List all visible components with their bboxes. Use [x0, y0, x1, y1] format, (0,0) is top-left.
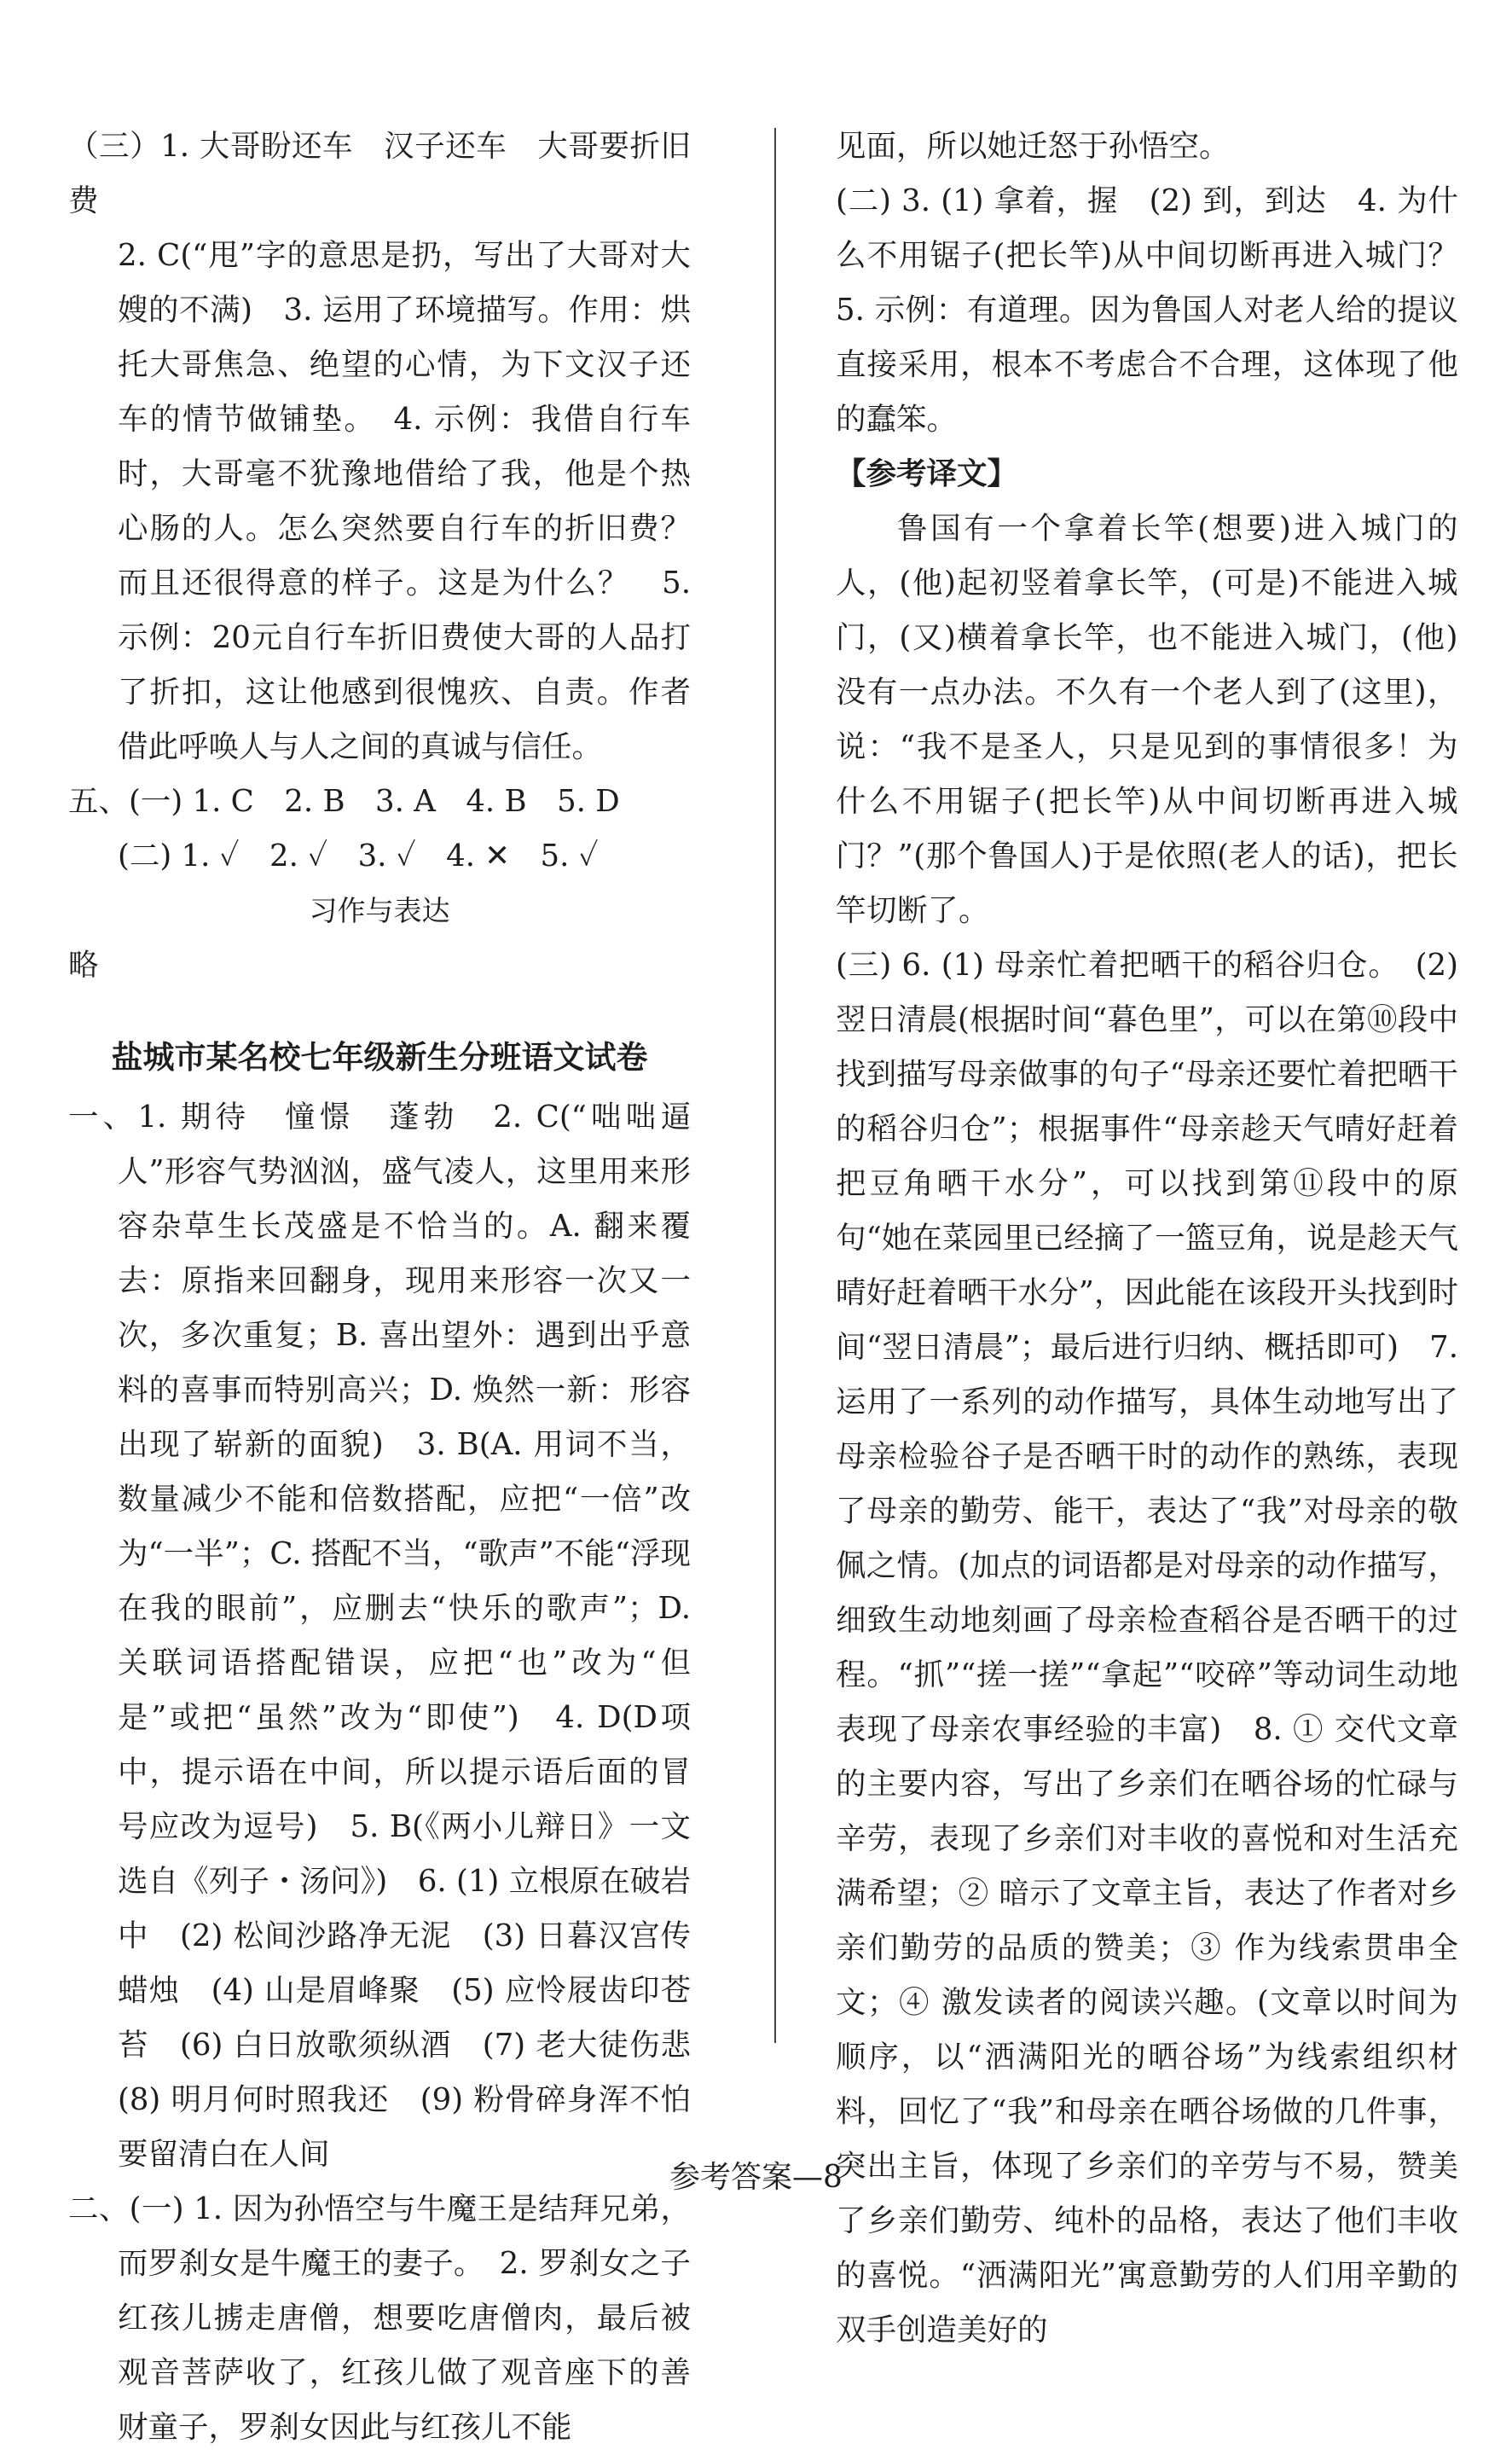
answer-part-1: 一、1. 期待 憧憬 蓬勃 2. C(“咄咄逼人”形容气势汹汹，盛气凌人，这里用来形容杂草生长茂盛是不恰当的。A. 翻来覆去：原指来回翻身，现用来形容一次又一次，多次重复；B. 喜出望外：遇到出乎意料的喜事而特别高兴；D. 焕然一新：形容出现了崭新的面貌) 3. B(A. 用词不当，数量减少不能和倍数搭配，应把“一倍”改为“一半”；C. 搭配不当，“歌声”不能“浮现在我的眼前”，应删去“快乐的歌声”；D. 关联词语搭配错误，应把“也”改为“但是”或把“虽然”改为“即使”) 4. D(D项中，提示语在中间，所以提示语后面的冒号应改为逗号) 5. B(《两小儿辩日》一文选自《列子・汤问》) 6. (1) 立根原在破岩中 (2) 松间沙路净无泥 (3) 日暮汉宫传蜡烛 (4) 山是眉峰聚 (5) 应怜屐齿印苍苔 (6) 白日放歌须纵酒 (7) 老大徒伤悲 (8) 明月何时照我还 (9) 粉骨碎身浑不怕 要留清白在人间 [68, 1100, 721, 2172]
answer-part-2-start: 二、(一) 1. 因为孙悟空与牛魔王是结拜兄弟，而罗刹女是牛魔王的妻子。 2. 罗刹女之子红孩儿掳走唐僧，想要吃唐僧肉，最后被观音菩萨收了，红孩儿做了观音座下的善财童子，罗刹女因此与红孩儿不能 [68, 2191, 691, 2445]
answer-section-3-heading: （三）1. 大哥盼还车 汉子还车 大哥要折旧费 [68, 129, 691, 218]
answer-part-2-group-3: (三) 6. (1) 母亲忙着把晒干的稻谷归仓。 (2) 翌日清晨(根据时间“暮色里”，可以在第⑩段中找到描写母亲做事的句子“母亲还要忙着把晒干的稻谷归仓”；根据事件“母亲趁天气晴好赶着把豆角晒干水分”，可以找到第⑪段中的原句“她在菜园里已经摘了一篮豆角，说是趁天气晴好赶着晒干水分”，因此能在该段开头找到时间“翌日清晨”；最后进行归纳、概括即可) 7. 运用了一系列的动作描写，具体生动地写出了母亲检验谷子是否晒干时的动作的熟练，表现了母亲的勤劳、能干，表达了“我”对母亲的敬佩之情。(加点的词语都是对母亲的动作描写，细致生动地刻画了母亲检查稻谷是否晒干的过程。“抓”“搓一搓”“拿起”“咬碎”等动词生动地表现了母亲农事经验的丰富) 8. ① 交代文章的主要内容，写出了乡亲们在晒谷场的忙碌与辛劳，表现了乡亲们对丰收的喜悦和对生活充满希望；② 暗示了文章主旨，表达了作者对乡亲们勤劳的品质的赞美；③ 作为线索贯串全文；④ 激发读者的阅读兴趣。(文章以时间为顺序，以“洒满阳光的晒谷场”为线索组织材料，回忆了“我”和母亲在晒谷场做的几件事，突出主旨，体现了乡亲们的辛劳与不易，赞美了乡亲们勤劳、纯朴的品格，表达了他们丰收的喜悦。“洒满阳光”寓意勤劳的人们用辛勤的双手创造美好的 [836, 948, 1458, 2348]
writing-subheading: 习作与表达 [309, 894, 450, 927]
right-column [836, 119, 1489, 2358]
writing-answer: 略 [68, 948, 99, 983]
answer-section-3-body: 2. C(“甩”字的意思是扔，写出了大哥对大嫂的不满) 3. 运用了环境描写。作用：烘托大哥焦急、绝望的心情，为下文汉子还车的情节做铺垫。 4. 示例：我借自行车时，大哥毫不犹豫地借给了我，他是个热心肠的人。怎么突然要自行车的折旧费？而且还很得意的样子。这是为什么？ 5. 示例：20元自行车折旧费使大哥的人品打了折扣，这让他感到很愧疚、自责。作者借此呼唤人与人之间的真诚与信任。 [118, 238, 691, 764]
answer-part-5-group-2: (二) 1. ✓ 2. ✓ 3. ✓ 4. ✕ 5. ✓ [118, 839, 599, 873]
left-column [68, 119, 721, 2455]
answer-part-5-group-1: 五、(一) 1. C 2. B 3. A 4. B 5. D [68, 784, 620, 819]
answer-continued: 见面，所以她迁怒于孙悟空。 [836, 129, 1230, 164]
translation-text: 鲁国有一个拿着长竿(想要)进入城门的人，(他)起初竖着拿长竿，(可是)不能进入城门，(又)横着拿长竿，也不能进入城门，(他)没有一点办法。不久有一个老人到了(这里)，说：“我不是圣人，只是见到的事情很多！为什么不用锯子(把长竿)从中间切断再进入城门？”(那个鲁国人)于是依照(老人的话)，把长竿切断了。 [836, 511, 1458, 928]
translation-heading: 【参考译文】 [836, 456, 1018, 491]
column-divider [774, 128, 776, 2043]
exam-title: 盐城市某名校七年级新生分班语文试卷 [111, 1039, 648, 1076]
page-footer: 参考答案—8 [669, 2160, 843, 2195]
answer-part-2-group-2: (二) 3. (1) 拿着，握 (2) 到，到达 4. 为什么不用锯子(把长竿)从中间切断再进入城门？ 5. 示例：有道理。因为鲁国人对老人给的提议直接采用，根本不考虑合不合理，这体现了他的蠢笨。 [836, 183, 1489, 437]
